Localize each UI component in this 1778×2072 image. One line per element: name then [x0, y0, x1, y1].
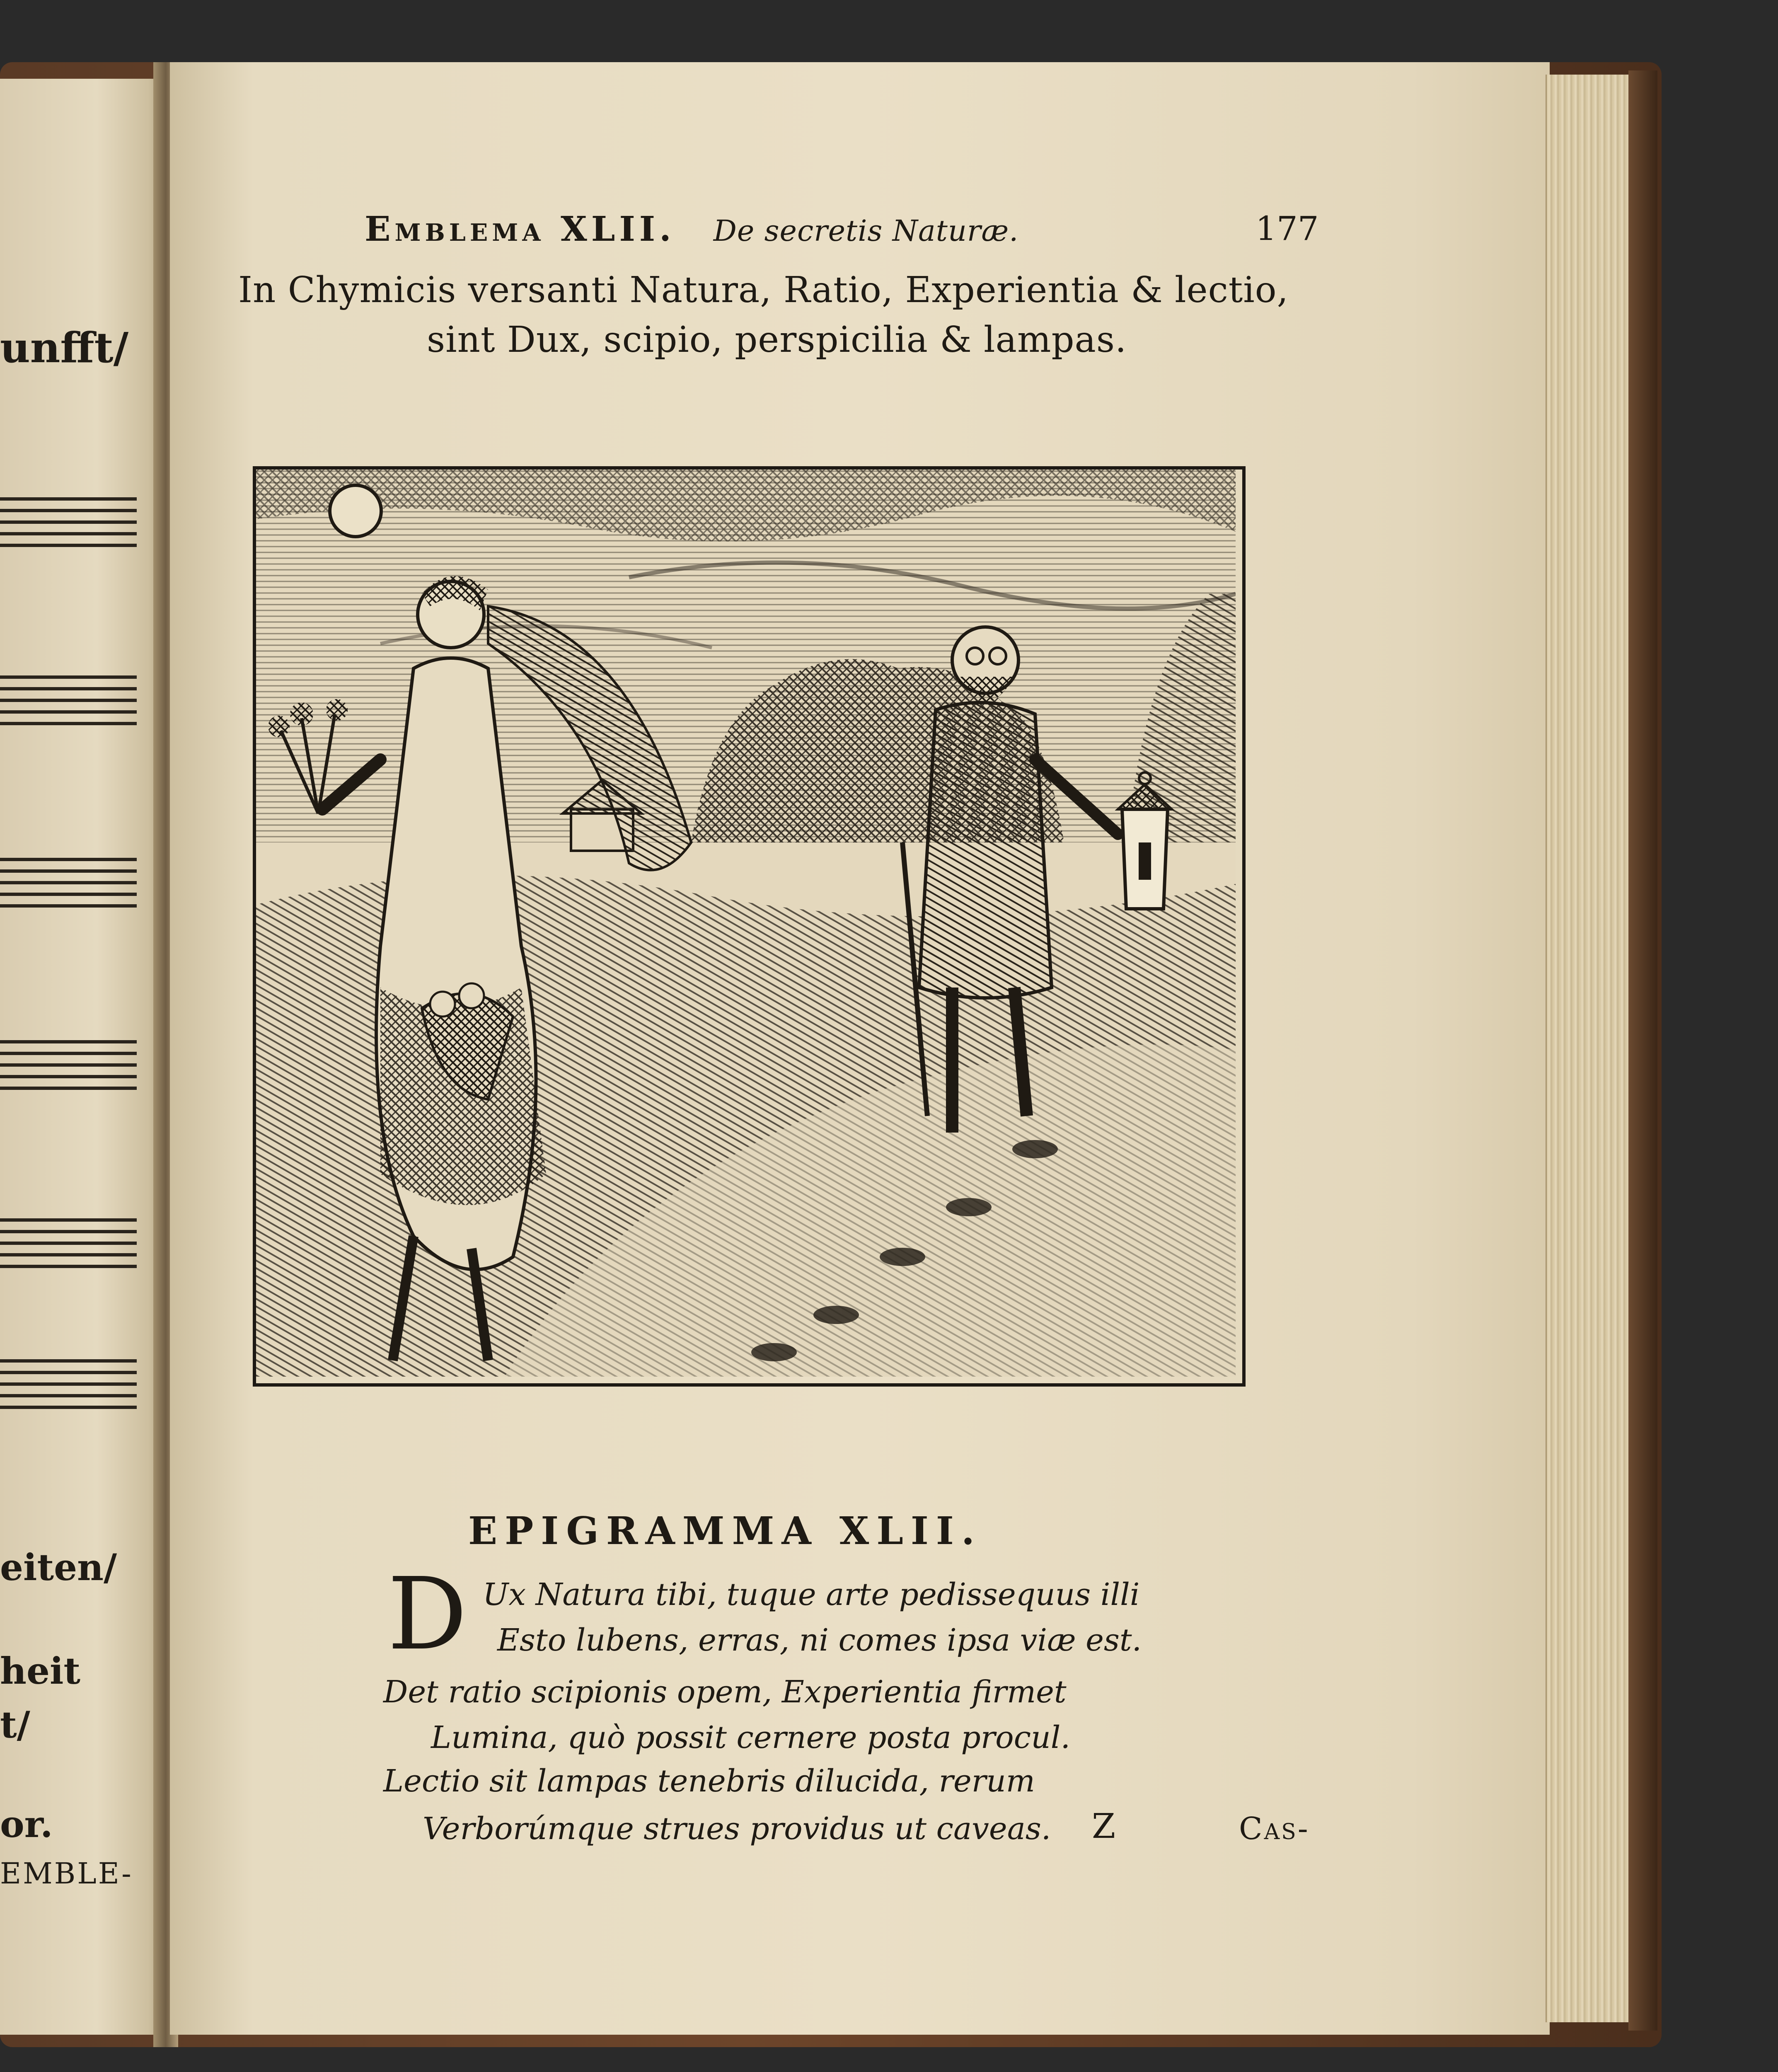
verse-line-2: Esto lubens, erras, ni comes ipsa viæ est.	[497, 1622, 1142, 1658]
left-page-fragment-5: or.	[0, 1803, 53, 1846]
left-page	[0, 79, 162, 2035]
moon-icon	[330, 485, 381, 537]
music-staff	[0, 675, 137, 725]
music-staff	[0, 1040, 137, 1090]
verse-line-5: Lectio sit lampas tenebris dilucida, rerum	[383, 1763, 1035, 1799]
motto-line-2: sint Dux, scipio, perspicilia & lampas.	[427, 319, 1127, 361]
music-staff	[0, 1218, 137, 1268]
page-edges	[1546, 75, 1630, 2022]
music-staff	[0, 1359, 137, 1409]
verse-line-1: Ux Natura tibi, tuque arte pedissequus illi	[483, 1577, 1140, 1612]
signature-mark: Z	[1092, 1807, 1115, 1846]
emblem-subject: De secretis Naturæ.	[713, 214, 1019, 248]
verse-line-3: Det ratio scipionis opem, Experientia firmet	[383, 1674, 1067, 1710]
verse-line-4: Lumina, quò possit cernere posta procul.	[431, 1720, 1070, 1755]
motto-line-1: In Chymicis versanti Natura, Ratio, Experientia & lectio,	[238, 269, 1289, 311]
page-number: 177	[1255, 209, 1319, 248]
left-page-fragment-6: EMBLE-	[0, 1857, 133, 1890]
left-page-fragment-3: heit	[0, 1649, 81, 1692]
engraving-illustration	[256, 470, 1236, 1377]
running-header	[365, 209, 1018, 249]
music-staff	[0, 858, 137, 908]
music-staff	[0, 497, 137, 547]
left-page-fragment-2: eiten/	[0, 1546, 117, 1589]
left-page-fragment-4: t/	[0, 1703, 30, 1746]
cover-edge	[1628, 70, 1657, 2031]
catchword: Cas-	[1239, 1811, 1310, 1847]
verse-line-6: Verborúmque strues providus ut caveas.	[423, 1811, 1051, 1847]
left-page-fragment-1: unfft/	[0, 323, 129, 372]
drop-cap: D	[387, 1556, 467, 1672]
emblem-engraving	[253, 466, 1246, 1387]
epigram-title: EPIGRAMMA XLII.	[468, 1508, 982, 1553]
emblem-label: Emblema XLII.	[365, 209, 675, 249]
